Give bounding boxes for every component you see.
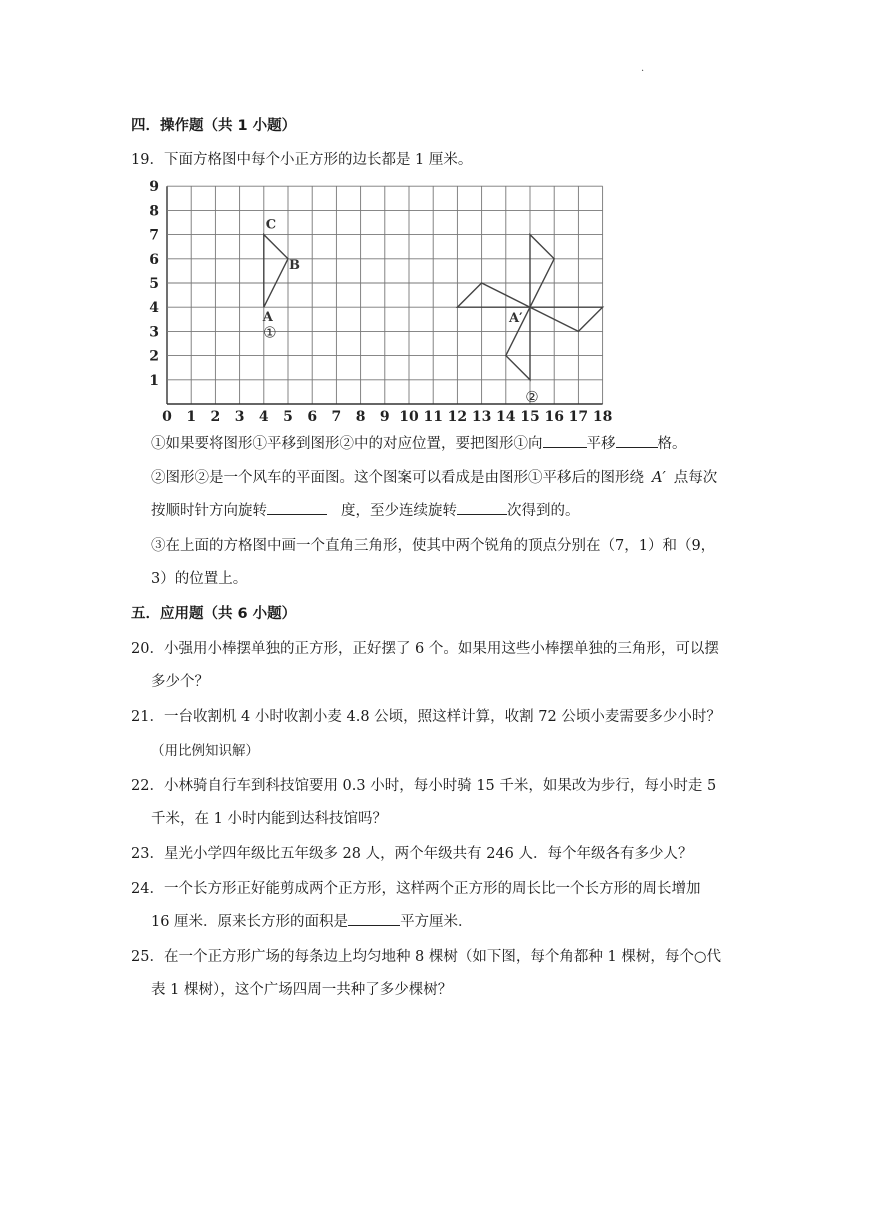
- q19-part2-line2: [151, 499, 580, 520]
- triangle-1: [264, 235, 288, 308]
- y-tick-label: 7: [149, 227, 159, 244]
- y-tick-label: 8: [149, 203, 159, 220]
- x-tick-label: 9: [379, 409, 390, 425]
- x-tick-label: 3: [234, 409, 245, 425]
- q20-line2: 多少个？: [151, 674, 209, 690]
- x-tick-label: 17: [568, 409, 589, 425]
- x-tick-label: 6: [307, 409, 318, 425]
- shape-label-1: ①: [263, 323, 277, 342]
- x-tick-label: 10: [399, 409, 419, 425]
- q19-part2-text-f: 次得到的。: [507, 503, 580, 519]
- q19-part2-text-c: 点每次: [673, 470, 718, 486]
- q24-line2: [151, 910, 473, 931]
- q25-line1: 25．在一个正方形广场的每条边上均匀地种 8 棵树（如下图，每个角都种 1 棵树，每个○代: [131, 949, 721, 965]
- x-tick-label: 8: [355, 409, 366, 425]
- point-label-c: C: [265, 217, 277, 233]
- y-tick-label: 4: [149, 300, 159, 317]
- y-tick-label: 6: [149, 251, 159, 268]
- header-mark: ·: [641, 66, 645, 77]
- shape-label-2: ②: [525, 388, 539, 406]
- q19-part3-line1: ③在上面的方格图中画一个直角三角形，使其中两个锐角的顶点分别在（7，1）和（9，: [151, 538, 716, 554]
- y-tick-label: 3: [149, 324, 159, 341]
- x-tick-label: 5: [283, 409, 293, 425]
- q22-line1: 22．小林骑自行车到科技馆要用 0.3 小时，每小时骑 15 千米，如果改为步行，每小时走 5: [131, 778, 717, 794]
- q19-part2-text-d: 按顺时针方向旋转: [151, 503, 267, 519]
- point-label-b: B: [289, 257, 300, 273]
- pinwheel-blade: [457, 283, 530, 307]
- y-tick-label: 1: [149, 372, 159, 389]
- x-tick-label: 2: [210, 409, 221, 425]
- q21-line1: 21．一台收割机 4 小时收割小麦 4.8 公顷，照这样计算，收割 72 公顷小麦需要多少小时？: [131, 709, 721, 725]
- x-tick-label: 4: [258, 409, 269, 425]
- section-5-title: 五．应用题（共 6 小题）: [131, 606, 297, 622]
- y-tick-label: 5: [149, 276, 159, 292]
- q19-blank-times[interactable]: [457, 500, 507, 515]
- q21-line2: （用比例知识解）: [151, 743, 259, 759]
- q19-part2-point: A′: [652, 470, 666, 486]
- x-tick-label: 16: [544, 409, 564, 425]
- q19-blank-direction[interactable]: [543, 433, 587, 448]
- q19-part2-line1: [151, 466, 717, 487]
- y-tick-label: 9: [149, 179, 159, 196]
- point-label-a-prime: A′: [509, 311, 523, 327]
- pinwheel-blade: [530, 307, 603, 331]
- q22-line2: 千米，在 1 小时内能到达科技馆吗？: [151, 811, 387, 827]
- q19-part2-text-a: ②图形②是一个风车的平面图。这个图案可以看成是由图形①平移后的图形绕: [151, 470, 644, 486]
- q24-text-b: 平方厘米．: [400, 914, 473, 930]
- x-tick-label: 12: [447, 409, 468, 425]
- pinwheel-blade: [530, 235, 554, 308]
- q23-line1: 23．星光小学四年级比五年级多 28 人，两个年级共有 246 人．每个年级各有多少人？: [131, 846, 693, 862]
- x-tick-label: 15: [520, 409, 540, 425]
- q25-line2: 表 1 棵树），这个广场四周一共种了多少棵树？: [151, 982, 453, 998]
- x-tick-label: 18: [592, 409, 613, 425]
- q24-blank-area[interactable]: [348, 911, 400, 926]
- q24-line1: 24．一个长方形正好能剪成两个正方形，这样两个正方形的周长比一个长方形的周长增加: [131, 881, 701, 897]
- x-tick-label: 14: [496, 409, 516, 425]
- x-tick-label: 0: [162, 409, 172, 425]
- x-tick-label: 11: [423, 409, 443, 425]
- q19-part1-text-c: 格。: [657, 436, 687, 452]
- q20-line1: 20．小强用小棒摆单独的正方形，正好摆了 6 个。如果用这些小棒摆单独的三角形，可以摆: [131, 641, 719, 657]
- q19-part3-line2: 3）的位置上。: [151, 571, 248, 587]
- grid-figure: [140, 173, 613, 425]
- q19-part1: [151, 432, 687, 453]
- x-tick-label: 13: [471, 409, 492, 425]
- q24-text-a: 16 厘米．原来长方形的面积是: [151, 914, 349, 930]
- section-4-title: 四．操作题（共 1 小题）: [131, 118, 297, 134]
- q19-stem: 19．下面方格图中每个小正方形的边长都是 1 厘米。: [131, 152, 473, 168]
- q19-blank-degrees[interactable]: [267, 500, 327, 515]
- q19-part2-text-e: 度，至少连续旋转: [341, 503, 457, 519]
- y-tick-label: 2: [149, 348, 159, 365]
- x-tick-label: 7: [331, 409, 342, 425]
- q19-blank-grid-count[interactable]: [616, 433, 658, 448]
- x-tick-label: 1: [186, 409, 197, 425]
- q19-part1-text-a: ①如果要将图形①平移到图形②中的对应位置，要把图形①向: [151, 436, 543, 452]
- q19-part1-text-b: 平移: [586, 436, 616, 452]
- point-label-a: A: [262, 310, 273, 326]
